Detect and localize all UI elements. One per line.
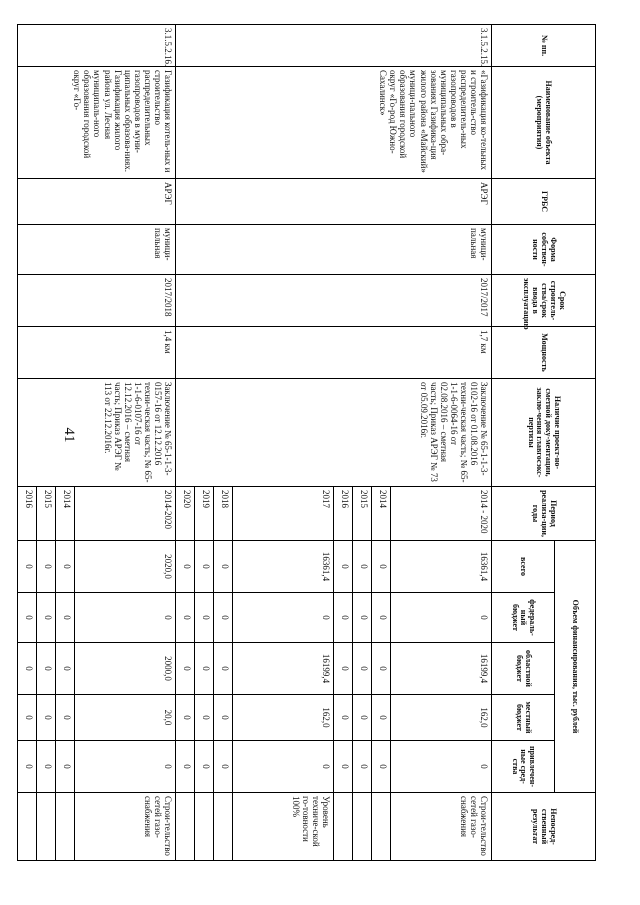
- attracted-cell: 0: [214, 741, 233, 793]
- period-cell: 2016: [334, 487, 353, 541]
- header-grbs: ГРБС: [492, 179, 596, 225]
- page-number: 41: [61, 427, 77, 443]
- attracted-cell: 0: [391, 741, 492, 793]
- regional-cell: 0: [176, 643, 195, 695]
- period-cell: 2018: [214, 487, 233, 541]
- header-total: всего: [492, 541, 555, 593]
- header-dates: Срок строитель-ства/срок ввода в эксплуатацию: [492, 275, 596, 327]
- federal-cell: 0: [176, 593, 195, 643]
- result-cell: Строи-тельство сетей газо-снабжения: [391, 793, 492, 861]
- period-cell: 2014: [372, 487, 391, 541]
- header-attracted: привлечен-ные сред-ства: [492, 741, 555, 793]
- local-cell: 0: [195, 695, 214, 741]
- local-cell: 0: [18, 695, 37, 741]
- row-dates: 2017/2017: [176, 275, 492, 327]
- result-cell: [353, 793, 372, 861]
- header-ownership: Форма собствен-ности: [492, 225, 596, 275]
- row-dates: 2017/2018: [18, 275, 176, 327]
- period-cell: 2015: [353, 487, 372, 541]
- federal-cell: 0: [75, 593, 176, 643]
- attracted-cell: 0: [195, 741, 214, 793]
- regional-cell: 0: [372, 643, 391, 695]
- header-num: № пп.: [492, 25, 596, 67]
- row-power: 1,7 км: [176, 327, 492, 379]
- result-cell: [37, 793, 56, 861]
- period-cell: 2017: [233, 487, 334, 541]
- regional-cell: 16199,4: [233, 643, 334, 695]
- federal-cell: 0: [56, 593, 75, 643]
- federal-cell: 0: [372, 593, 391, 643]
- header-federal: федераль-ный бюджет: [492, 593, 555, 643]
- federal-cell: 0: [353, 593, 372, 643]
- local-cell: 162,0: [233, 695, 334, 741]
- header-power: Мощность: [492, 327, 596, 379]
- total-cell: 16361,4: [233, 541, 334, 593]
- attracted-cell: 0: [353, 741, 372, 793]
- period-cell: 2014 - 2020: [391, 487, 492, 541]
- total-cell: 0: [37, 541, 56, 593]
- total-cell: 0: [334, 541, 353, 593]
- header-name: Наименование объекта (мероприятия): [492, 67, 596, 179]
- federal-cell: 0: [18, 593, 37, 643]
- table-row: [391, 25, 492, 861]
- header-regional: областной бюджет: [492, 643, 555, 695]
- result-cell: [214, 793, 233, 861]
- header-result: Непосред-ственный результат: [492, 793, 596, 861]
- local-cell: 162,0: [391, 695, 492, 741]
- row-power: 1,4 км: [18, 327, 176, 379]
- attracted-cell: 0: [56, 741, 75, 793]
- row-name: Газификация котель-ных и строительство распределительных газопроводов в муни-ципальных образова-ниях. Газификация жилого района ул. Лесная муниципаль-ного образования городской округ «Го-: [18, 67, 176, 179]
- regional-cell: 0: [334, 643, 353, 695]
- regional-cell: 2000,0: [75, 643, 176, 695]
- local-cell: 0: [334, 695, 353, 741]
- row-docs: Заключение № 65-1-1-3-0102-16 от 01.08.2016 техни-ческая часть; № 65-1-1-6-0064-16 от 02.08.2016 – сметная часть; Приказ АРЭГ № 73 от 05.09.2016г.: [176, 379, 492, 487]
- row-docs: Заключение № 65-1-1-3-0157-16 от 12.12.2016 техни-ческая часть; № 65-1-1-6-0107-16 от 12.12.2016 – сметная часть; Приказ АРЭГ № 113 от 22.12.2016г.: [18, 379, 176, 487]
- total-cell: 0: [18, 541, 37, 593]
- federal-cell: 0: [391, 593, 492, 643]
- result-cell: [56, 793, 75, 861]
- total-cell: 0: [195, 541, 214, 593]
- federal-cell: 0: [233, 593, 334, 643]
- regional-cell: 0: [18, 643, 37, 695]
- regional-cell: 0: [214, 643, 233, 695]
- federal-cell: 0: [334, 593, 353, 643]
- header-docs: Наличие проект-но-сметной доку-ментации, заклю-чения главгосэкс-пертизы: [492, 379, 596, 487]
- attracted-cell: 0: [372, 741, 391, 793]
- row-grbs: АРЭГ: [176, 179, 492, 225]
- total-cell: 0: [353, 541, 372, 593]
- result-cell: Уровень техниче-ской го-товности 100%: [233, 793, 334, 861]
- total-cell: 0: [176, 541, 195, 593]
- result-cell: [176, 793, 195, 861]
- attracted-cell: 0: [233, 741, 334, 793]
- local-cell: 0: [176, 695, 195, 741]
- result-cell: [334, 793, 353, 861]
- federal-cell: 0: [37, 593, 56, 643]
- result-cell: Строи-тельство сетей газо-снабжения: [75, 793, 176, 861]
- regional-cell: 16199,4: [391, 643, 492, 695]
- attracted-cell: 0: [18, 741, 37, 793]
- local-cell: 0: [372, 695, 391, 741]
- regional-cell: 0: [195, 643, 214, 695]
- federal-cell: 0: [214, 593, 233, 643]
- regional-cell: 0: [37, 643, 56, 695]
- local-cell: 0: [214, 695, 233, 741]
- row-ownership: муници-пальная: [18, 225, 176, 275]
- attracted-cell: 0: [334, 741, 353, 793]
- local-cell: 0: [37, 695, 56, 741]
- local-cell: 0: [56, 695, 75, 741]
- local-cell: 0: [353, 695, 372, 741]
- total-cell: 2020,0: [75, 541, 176, 593]
- row-num: 3.1.5.2.16.: [18, 25, 176, 67]
- period-cell: 2020: [176, 487, 195, 541]
- local-cell: 20,0: [75, 695, 176, 741]
- header-period: Период реализа-ции, годы: [492, 487, 596, 541]
- row-num: 3.1.5.2.15.: [176, 25, 492, 67]
- attracted-cell: 0: [37, 741, 56, 793]
- period-cell: 2016: [18, 487, 37, 541]
- result-cell: [18, 793, 37, 861]
- period-cell: 2014-2020: [75, 487, 176, 541]
- total-cell: 16361,4: [391, 541, 492, 593]
- row-name: «Газификация ко-тельных и строитель-ство распределитель-ных газопроводов в муниципальных обра-зованиях Газифика-ция жилого района «Майский» муници-пального образования городской округ «Го-род Южно-Сахалинск»: [176, 67, 492, 179]
- result-cell: [372, 793, 391, 861]
- row-grbs: АРЭГ: [18, 179, 176, 225]
- header-local: местный бюджет: [492, 695, 555, 741]
- period-cell: 2014: [56, 487, 75, 541]
- total-cell: 0: [56, 541, 75, 593]
- total-cell: 0: [372, 541, 391, 593]
- attracted-cell: 0: [75, 741, 176, 793]
- regional-cell: 0: [56, 643, 75, 695]
- rotated-content: [24, 24, 596, 860]
- header-financing: Объем финансирования, тыс. рублей: [555, 541, 596, 793]
- period-cell: 2015: [37, 487, 56, 541]
- financing-table: [17, 24, 596, 861]
- rotated-table-area: [24, 24, 596, 860]
- table-row: [75, 25, 176, 861]
- result-cell: [195, 793, 214, 861]
- total-cell: 0: [214, 541, 233, 593]
- row-ownership: муници-пальная: [176, 225, 492, 275]
- federal-cell: 0: [195, 593, 214, 643]
- attracted-cell: 0: [176, 741, 195, 793]
- period-cell: 2019: [195, 487, 214, 541]
- regional-cell: 0: [353, 643, 372, 695]
